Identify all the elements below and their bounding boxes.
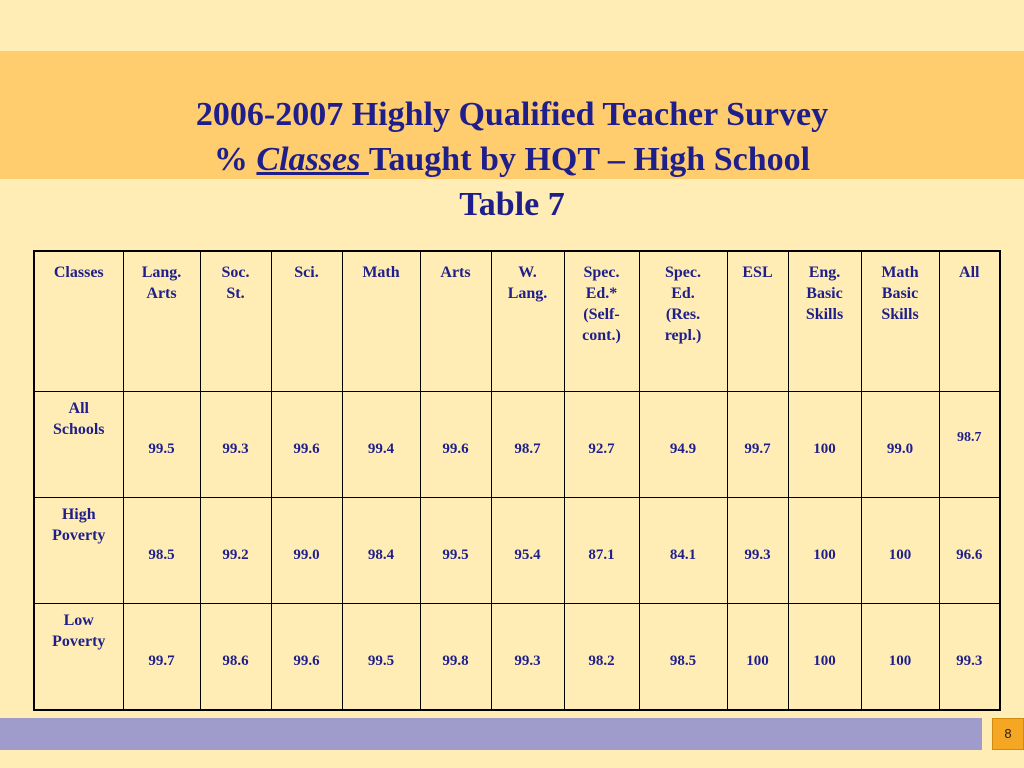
- table-cell: 99.5: [342, 604, 420, 710]
- title-line-1: 2006-2007 Highly Qualified Teacher Survey: [195, 96, 829, 133]
- title-line-2-suffix: Taught by HQT – High School: [368, 141, 811, 178]
- column-header: Classes: [34, 251, 123, 391]
- table-cell: 99.3: [200, 391, 271, 497]
- row-label: All Schools: [34, 391, 123, 497]
- table-cell: 99.7: [727, 391, 788, 497]
- column-header: Spec. Ed.* (Self- cont.): [564, 251, 639, 391]
- table-cell: 99.6: [271, 391, 342, 497]
- column-header: Lang. Arts: [123, 251, 200, 391]
- table-cell: 95.4: [491, 498, 564, 604]
- table-cell: 94.9: [639, 391, 727, 497]
- title-line-3: Table 7: [459, 186, 565, 223]
- column-header: Sci.: [271, 251, 342, 391]
- table-cell: 99.7: [123, 604, 200, 710]
- table-cell: 99.5: [123, 391, 200, 497]
- column-header: ESL: [727, 251, 788, 391]
- table-cell: 87.1: [564, 498, 639, 604]
- hqt-table: [33, 250, 1001, 711]
- table-cell: 99.3: [939, 604, 1000, 710]
- table-row: [34, 498, 1000, 604]
- table-cell: 98.5: [639, 604, 727, 710]
- table-cell: 100: [788, 391, 861, 497]
- table-cell: 99.0: [861, 391, 939, 497]
- table-cell: 99.5: [420, 498, 491, 604]
- column-header: All: [939, 251, 1000, 391]
- table-cell: 84.1: [639, 498, 727, 604]
- title-emphasis-classes: Classes: [256, 141, 369, 178]
- title-line-2: [0, 137, 1024, 182]
- table-cell: 100: [861, 498, 939, 604]
- table-header-row: [34, 251, 1000, 391]
- table-cell: 99.6: [420, 391, 491, 497]
- table-cell: 99.8: [420, 604, 491, 710]
- table-cell: 99.0: [271, 498, 342, 604]
- column-header: Math Basic Skills: [861, 251, 939, 391]
- table-cell: 98.2: [564, 604, 639, 710]
- page-number: 8: [992, 718, 1024, 750]
- column-header: Soc. St.: [200, 251, 271, 391]
- table-cell: 99.3: [491, 604, 564, 710]
- table-cell: 99.6: [271, 604, 342, 710]
- table-cell: 98.4: [342, 498, 420, 604]
- table-cell: 99.4: [342, 391, 420, 497]
- column-header: Math: [342, 251, 420, 391]
- table-cell: 98.7: [491, 391, 564, 497]
- table-cell: 100: [861, 604, 939, 710]
- table-body: [34, 251, 1000, 710]
- column-header: Arts: [420, 251, 491, 391]
- table-cell: 98.7: [939, 391, 1000, 497]
- table-row: [34, 604, 1000, 710]
- table-cell: 99.3: [727, 498, 788, 604]
- table-cell: 92.7: [564, 391, 639, 497]
- row-label: Low Poverty: [34, 604, 123, 710]
- column-header: Spec. Ed. (Res. repl.): [639, 251, 727, 391]
- table-cell: 100: [788, 604, 861, 710]
- footer-bar: [0, 718, 982, 750]
- table-cell: 98.5: [123, 498, 200, 604]
- row-label: High Poverty: [34, 498, 123, 604]
- column-header: Eng. Basic Skills: [788, 251, 861, 391]
- table-cell: 100: [788, 498, 861, 604]
- table-cell: 100: [727, 604, 788, 710]
- column-header: W. Lang.: [491, 251, 564, 391]
- table-cell: 99.2: [200, 498, 271, 604]
- slide-title: [0, 92, 1024, 227]
- table-row: [34, 391, 1000, 497]
- table-cell: 98.6: [200, 604, 271, 710]
- table-cell: 96.6: [939, 498, 1000, 604]
- title-line-2-prefix: %: [213, 141, 257, 178]
